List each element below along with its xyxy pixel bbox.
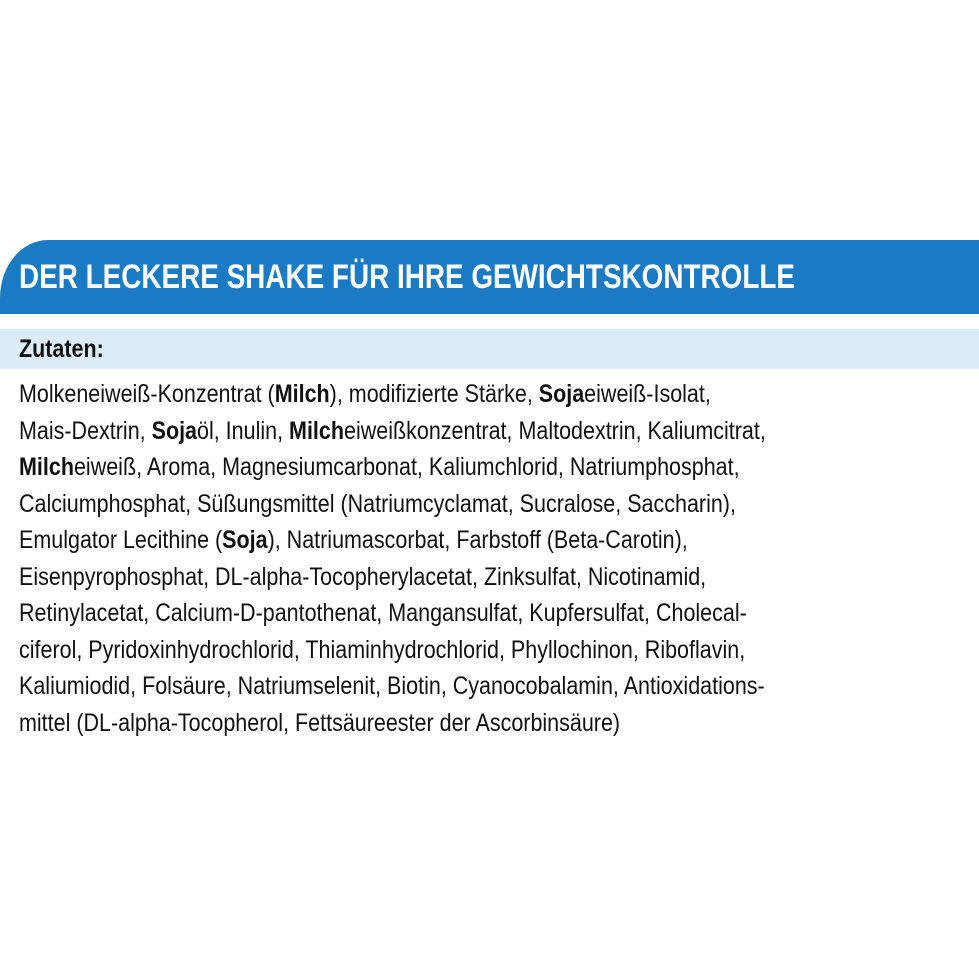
ingredients-line xyxy=(19,632,845,669)
ingredient-text: Eisenpyrophosphat, DL-alpha-Tocopherylacetat, Zinksulfat, Nicotinamid, xyxy=(19,562,707,591)
ingredients-line xyxy=(19,668,845,705)
ingredient-text: ), modifizierte Stärke, xyxy=(329,380,539,408)
ingredient-text: eiweiß-Isolat, xyxy=(584,380,711,408)
allergen-highlight: Milch xyxy=(19,453,74,481)
ingredients-line xyxy=(19,413,845,450)
page-title: DER LECKERE SHAKE FÜR IHRE GEWICHTSKONTROLLE xyxy=(19,257,796,296)
ingredients-line xyxy=(19,705,845,742)
allergen-highlight: Soja xyxy=(151,416,198,445)
ingredients-line xyxy=(19,559,845,596)
ingredient-text: Mais-Dextrin, xyxy=(19,416,152,445)
ingredients-line xyxy=(19,486,845,523)
allergen-highlight: Milch xyxy=(274,380,330,408)
allergen-highlight: Soja xyxy=(538,380,585,408)
ingredient-text: eiweißkonzentrat, Maltodextrin, Kaliumcitrat, xyxy=(343,416,766,445)
ingredient-text: ciferol, Pyridoxinhydrochlorid, Thiaminhydrochlorid, Phyllochinon, Riboflavin, xyxy=(19,635,746,664)
ingredient-text: öl, Inulin, xyxy=(197,416,290,445)
ingredient-text: Kaliumiodid, Folsäure, Natriumselenit, Biotin, Cyanocobalamin, Antioxidations- xyxy=(19,672,765,700)
ingredients-text xyxy=(19,376,979,741)
ingredients-label: Zutaten: xyxy=(19,334,104,363)
ingredients-label-bar xyxy=(0,329,979,369)
ingredient-text: Retinylacetat, Calcium-D-pantothenat, Mangansulfat, Kupfersulfat, Cholecal- xyxy=(19,599,747,627)
ingredient-text: Emulgator Lecithine ( xyxy=(19,526,223,554)
ingredients-line xyxy=(19,595,845,632)
ingredient-text: eiweiß, Aroma, Magnesiumcarbonat, Kaliumchlorid, Natriumphosphat, xyxy=(73,453,740,481)
ingredient-text: mittel (DL-alpha-Tocopherol, Fettsäureester der Ascorbinsäure) xyxy=(19,708,621,737)
ingredient-text: Calciumphosphat, Süßungsmittel (Natriumcyclamat, Sucralose, Saccharin), xyxy=(19,489,736,518)
ingredients-line xyxy=(19,522,845,559)
ingredients-line xyxy=(19,449,845,486)
ingredient-text: Molkeneiweiß-Konzentrat ( xyxy=(19,380,275,408)
header-banner xyxy=(0,240,979,314)
allergen-highlight: Soja xyxy=(222,526,268,554)
ingredient-text: ), Natriumascorbat, Farbstoff (Beta-Carotin), xyxy=(267,526,688,554)
allergen-highlight: Milch xyxy=(289,416,344,445)
ingredients-line xyxy=(19,376,845,413)
